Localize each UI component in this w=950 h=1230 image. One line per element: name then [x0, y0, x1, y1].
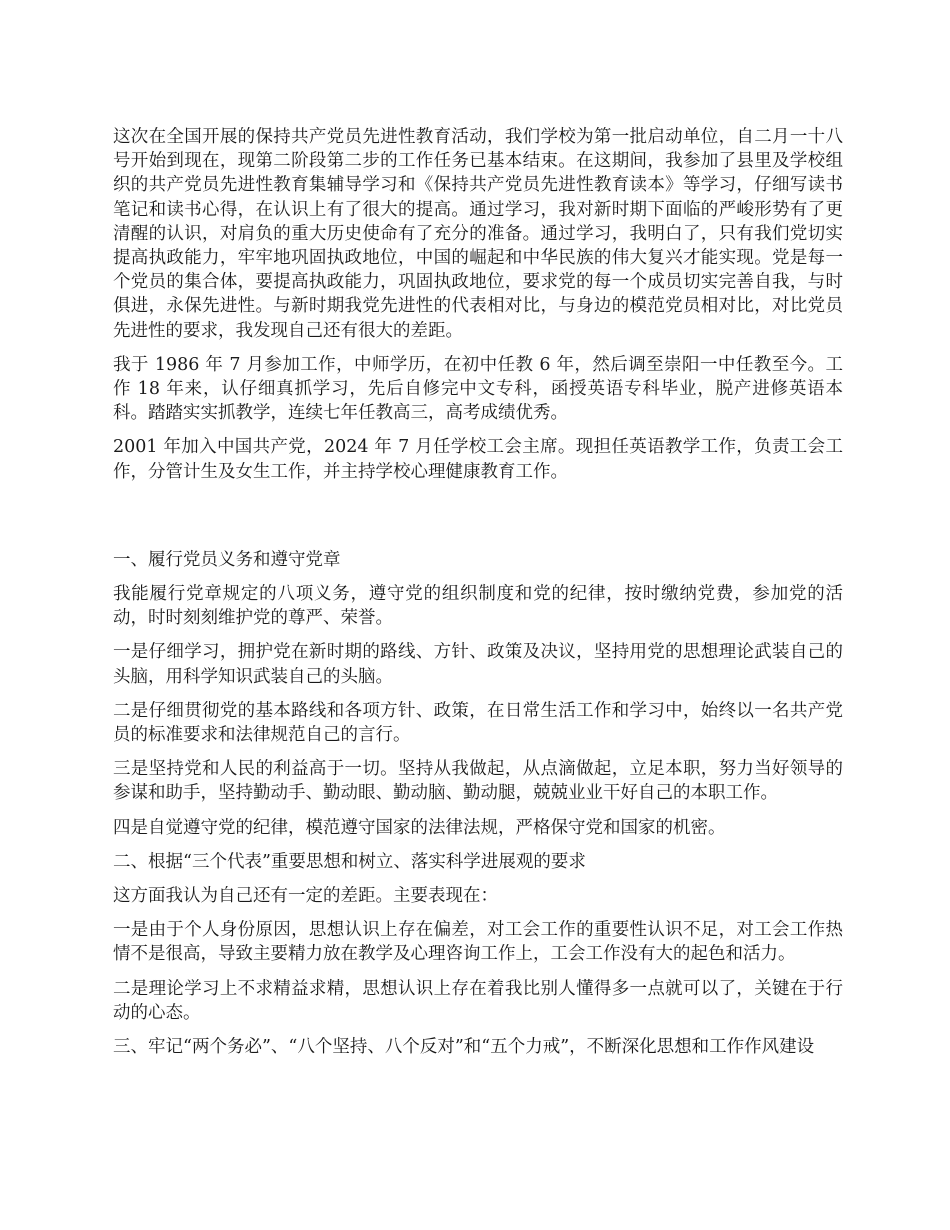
intro-paragraph-2: 我于 1986 年 7 月参加工作，中师学历，在初中任教 6 年，然后调至崇阳一中任教至今。工作 18 年来，认仔细真抓学习，先后自修完中文专科，函授英语专科毕业，脱产进修英语本科。踏踏实实抓教学，连续七年任教高三，高考成绩优秀。: [113, 354, 843, 424]
section2-paragraph-3: 二是理论学习上不求精益求精，思想认识上存在着我比别人懂得多一点就可以了，关键在于行动的心态。: [113, 978, 843, 1023]
intro-paragraph-3: 2001 年加入中国共产党，2024 年 7 月任学校工会主席。现担任英语教学工作，负责工会工作，分管计生及女生工作，并主持学校心理健康教育工作。: [113, 437, 843, 482]
section1-paragraph-4: 三是坚持党和人民的利益高于一切。坚持从我做起，从点滴做起，立足本职，努力当好领导的参谋和助手，坚持勤动手、勤动眼、勤动脑、勤动腿，兢兢业业干好自己的本职工作。: [113, 759, 843, 804]
section2-paragraph-2: 一是由于个人身份原因，思想认识上存在偏差，对工会工作的重要性认识不足，对工会工作热情不是很高，导致主要精力放在教学及心理咨询工作上，工会工作没有大的起色和活力。: [113, 920, 843, 965]
section-spacer: [113, 494, 843, 548]
section2-heading: 二、根据“三个代表”重要思想和树立、落实科学进展观的要求: [113, 851, 586, 872]
intro-paragraph-1: 这次在全国开展的保持共产党员先进性教育活动，我们学校为第一批启动单位，自二月一十八号开始到现在，现第二阶段第二步的工作任务已基本结束。在这期间，我参加了县里及学校组织的共产党员先进性教育集辅导学习和《保持共产党员先进性教育读本》等学习，仔细写读书笔记和读书心得，在认识上有了很大的提高。通过学习，我对新时期下面临的严峻形势有了更清醒的认识，对肩负的重大历史使命有了充分的准备。通过学习，我明白了，只有我们党切实提高执政能力，牢牢地巩固执政地位，中国的崛起和中华民族的伟大复兴才能实现。党是每一个党员的集合体，要提高执政能力，巩固执政地位，要求党的每一个成员切实完善自我，与时俱进，永保先进性。与新时期我党先进性的代表相对比，与身边的模范党员相对比，对比党员先进性的要求，我发现自己还有很大的差距。: [113, 127, 843, 341]
section1-paragraph-5: 四是自觉遵守党的纪律，模范遵守国家的法律法规，严格保守党和国家的机密。: [113, 817, 726, 838]
section1-paragraph-2: 一是仔细学习，拥护党在新时期的路线、方针、政策及决议，坚持用党的思想理论武装自己的头脑，用科学知识武装自己的头脑。: [113, 642, 843, 687]
section1-paragraph-1: 我能履行党章规定的八项义务，遵守党的组织制度和党的纪律，按时缴纳党费，参加党的活动，时时刻刻维护党的尊严、荣誉。: [113, 584, 843, 629]
section2-paragraph-1: 这方面我认为自己还有一定的差距。主要表现在：: [113, 886, 498, 907]
section1-paragraph-3: 二是仔细贯彻党的基本路线和各项方针、政策，在日常生活工作和学习中，始终以一名共产党员的标准要求和法律规范自己的言行。: [113, 700, 843, 746]
document-body: [113, 125, 843, 1069]
section1-heading: 一、履行党员义务和遵守党章: [113, 549, 341, 570]
section3-heading: 三、牢记“两个务必”、“八个坚持、八个反对”和“五个力戒”，不断深化思想和工作作风建设: [113, 1037, 815, 1058]
